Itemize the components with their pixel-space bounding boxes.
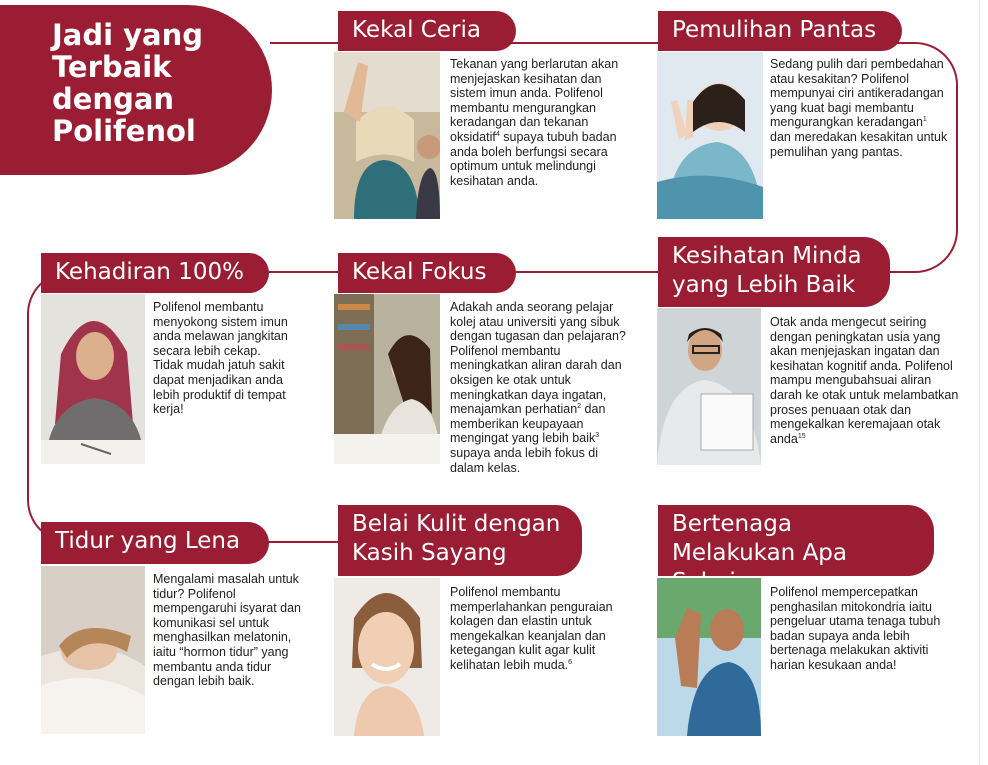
card-title: Kesihatan Minda yang Lebih Baik — [658, 237, 890, 307]
card-text: Adakah anda seorang pelajar kolej atau universiti yang sibuk dengan tugasan dan pelajaran? Polifenol membantu meningkatkan aliran darah dan oksigen ke otak untuk meningkatkan daya ingatan, menajamkan perhatian$^2$ dan memberikan keupayaan mengingat yang lebih baik$^3$ supaya anda lebih fokus di dalam kelas. — [450, 300, 626, 475]
title-banner — [0, 5, 272, 175]
page-edge — [979, 0, 988, 765]
card-title: Bertenaga Melakukan Apa — [658, 505, 934, 576]
studying-student-photo — [334, 294, 440, 464]
working-woman-photo — [41, 294, 145, 464]
card-text: Otak anda mengecut seiring dengan peningkatan usia yang akan menjejaskan ingatan dan kesihatan kognitif anda. Polifenol mampu mengubahsuai aliran darah ke otak untuk melambatkan proses penuaan otak dan mengekalkan keremajaan otak anda$^{15}$ — [770, 315, 959, 446]
card-title: Kekal Ceria — [338, 11, 516, 51]
card-text: Sedang pulih dari pembedahan atau kesakitan? Polifenol mempunyai ciri antikeradangan yang kuat bagi membantu mengurangkan keradangan$^1$ dan meredakan kesakitan untuk pemulihan yang pantas. — [770, 57, 948, 159]
card-title: Kehadiran 100% — [41, 253, 269, 293]
card-text: Polifenol membantu menyokong sistem imun anda melawan jangkitan secara lebih cekap. Tidak mudah jatuh sakit dapat menjadikan anda lebih produktif di tempat kerja! — [153, 300, 288, 417]
card-title: Tidur yang Lena — [41, 522, 269, 564]
card-text: Polifenol mempercepatkan penghasilan mitokondria iaitu pengeluar utama tenaga tubuh badan supaya anda lebih bertenaga melakukan aktiviti harian kesukaan anda! — [770, 585, 941, 672]
cheering-woman-photo — [334, 52, 440, 219]
card-text: Polifenol membantu memperlahankan penguraian kolagen dan elastin untuk mengekalkan keanjalan dan ketegangan kulit agar kulit kelihatan lebih muda.$^6$ — [450, 585, 613, 672]
sleeping-woman-photo — [41, 566, 145, 734]
smiling-woman-skin-photo — [334, 578, 440, 736]
card-title: Kekal Fokus — [338, 253, 516, 293]
card-text: Mengalami masalah untuk tidur? Polifenol mempengaruhi isyarat dan komunikasi sel untuk menghasilkan melatonin, iaitu “hormon tidur” yang membantu anda tidur dengan lebih baik. — [153, 572, 301, 689]
energetic-man-photo — [657, 578, 761, 736]
card-title: Belai Kulit dengan Kasih Sayang — [338, 505, 582, 576]
reading-man-photo — [657, 308, 761, 465]
recovering-patient-photo — [657, 52, 763, 219]
page-title: Jadi yang Terbaik dengan Polifenol — [52, 18, 204, 148]
card-text: Tekanan yang berlarutan akan menjejaskan kesihatan dan sistem imun anda. Polifenol membantu mengurangkan keradangan dan tekanan oksidatif$^4$ supaya tubuh badan anda boleh berfungsi secara optimum untuk melindungi kesihatan anda. — [450, 57, 619, 188]
card-title: Pemulihan Pantas — [658, 11, 902, 51]
